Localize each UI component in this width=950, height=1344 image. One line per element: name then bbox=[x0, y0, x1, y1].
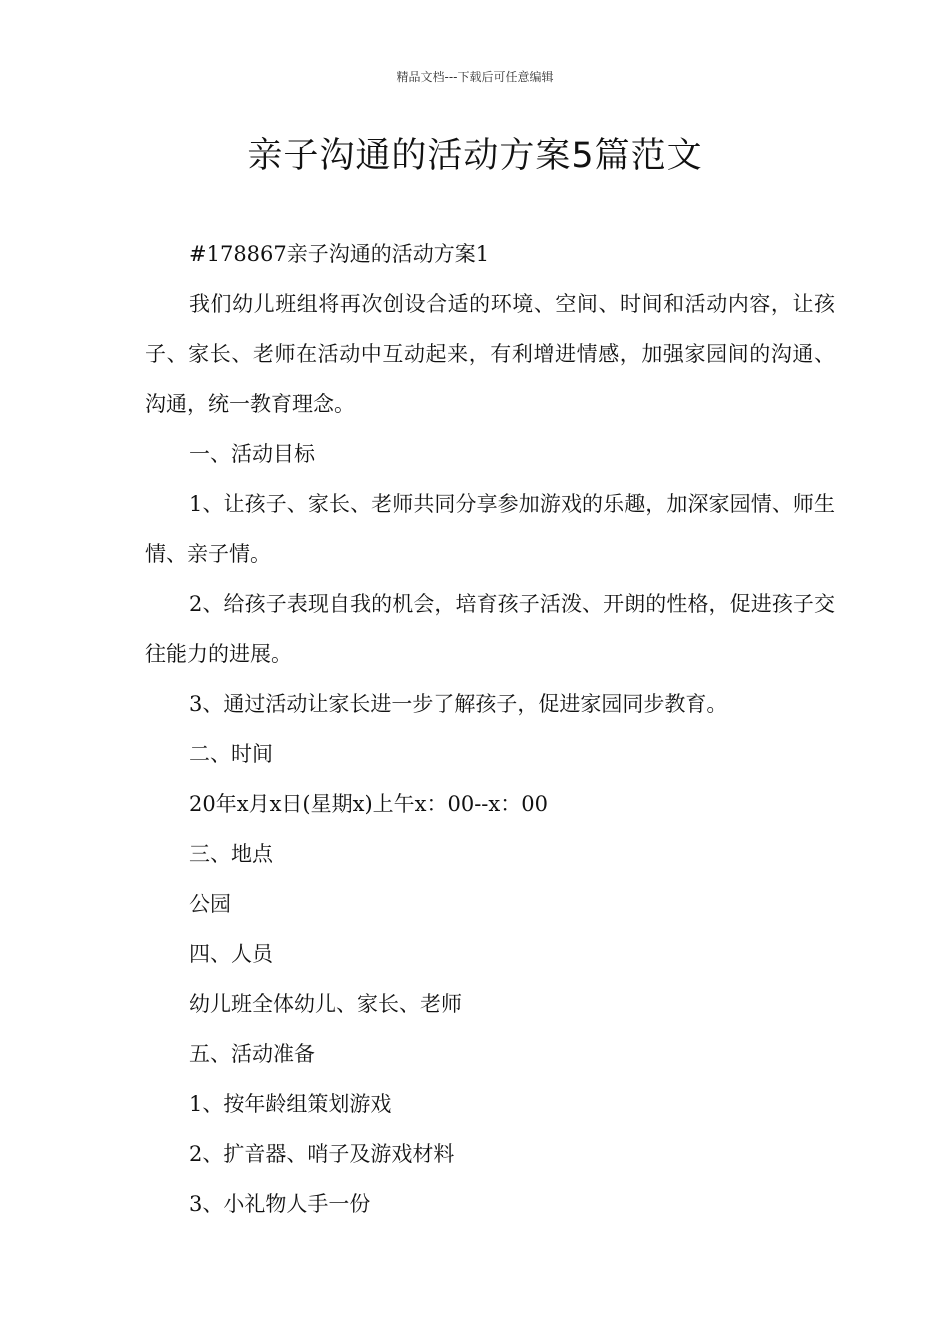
section-heading: 五、活动准备 bbox=[189, 1042, 315, 1066]
section-heading: 二、时间 bbox=[189, 742, 273, 766]
document-title: 亲子沟通的活动方案5篇范文 bbox=[247, 136, 703, 176]
list-item: 3、小礼物人手一份 bbox=[189, 1192, 371, 1216]
list-item: 2、给孩子表现自我的机会，培育孩子活泼、开朗的性格，促进孩子交往能力的进展。 bbox=[145, 592, 835, 666]
list-item: 1、按年龄组策划游戏 bbox=[189, 1092, 392, 1116]
paragraph-people: 幼儿班全体幼儿、家长、老师 bbox=[189, 992, 462, 1016]
header-note: 精品文档---下载后可任意编辑 bbox=[396, 70, 554, 84]
list-item: 3、通过活动让家长进一步了解孩子，促进家园同步教育。 bbox=[189, 692, 728, 716]
list-item: 2、扩音器、哨子及游戏材料 bbox=[189, 1142, 455, 1166]
section-heading: 一、活动目标 bbox=[189, 442, 315, 466]
list-item: 1、让孩子、家长、老师共同分享参加游戏的乐趣，加深家园情、师生情、亲子情。 bbox=[145, 492, 835, 566]
section-heading: 四、人员 bbox=[189, 942, 273, 966]
paragraph-intro: 我们幼儿班组将再次创设合适的环境、空间、时间和活动内容，让孩子、家长、老师在活动中互动起来，有利增进情感，加强家园间的沟通、沟通，统一教育理念。 bbox=[145, 292, 835, 416]
document-body bbox=[145, 229, 835, 1229]
paragraph-time: 20年x月x日(星期x)上午x：00--x：00 bbox=[189, 792, 548, 816]
paragraph-location: 公园 bbox=[189, 892, 231, 916]
section-heading: #178867亲子沟通的活动方案1 bbox=[189, 242, 490, 266]
section-heading: 三、地点 bbox=[189, 842, 273, 866]
